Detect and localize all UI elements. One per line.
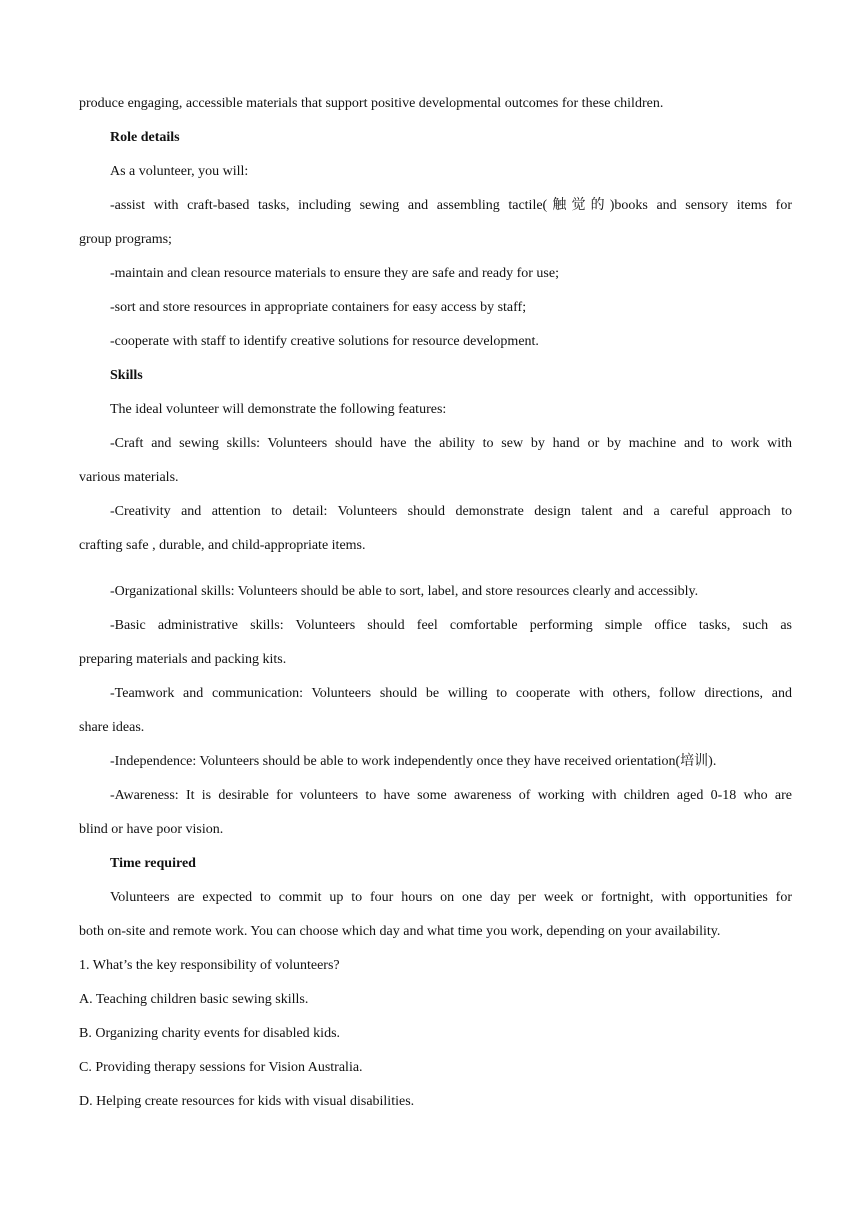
skill-item bbox=[79, 779, 792, 847]
answer-option-d: D. Helping create resources for kids with visual disabilities. bbox=[79, 1094, 415, 1109]
document-page bbox=[79, 87, 792, 1119]
skill-item-line: -Basic administrative skills: Volunteers should feel comfortable performing simple office tasks, such as bbox=[110, 618, 792, 633]
role-item: -maintain and clean resource materials to ensure they are safe and ready for use; bbox=[110, 266, 559, 281]
skill-item-continuation: crafting safe , durable, and child-appropriate items. bbox=[79, 538, 366, 553]
skill-item-continuation: preparing materials and packing kits. bbox=[79, 652, 287, 667]
skill-item-line: -Creativity and attention to detail: Volunteers should demonstrate design talent and a careful approach to bbox=[110, 504, 792, 519]
skill-item bbox=[79, 609, 792, 677]
answer-option-a: A. Teaching children basic sewing skills. bbox=[79, 992, 309, 1007]
skill-item bbox=[79, 427, 792, 495]
intro-tail-text: produce engaging, accessible materials that support positive developmental outcomes for these children. bbox=[79, 96, 664, 111]
skill-item bbox=[79, 495, 792, 563]
question-stem: 1. What’s the key responsibility of volunteers? bbox=[79, 958, 340, 973]
skill-item-line: -Teamwork and communication: Volunteers should be willing to cooperate with others, follow directions, and bbox=[110, 686, 792, 701]
role-item: -sort and store resources in appropriate containers for easy access by staff; bbox=[110, 300, 527, 315]
skills-lead-text: The ideal volunteer will demonstrate the following features: bbox=[110, 402, 447, 417]
skill-item-continuation: share ideas. bbox=[79, 720, 145, 735]
skill-item-line: -Awareness: It is desirable for volunteers to have some awareness of working with children aged 0-18 who are bbox=[110, 788, 792, 803]
skill-item-continuation: various materials. bbox=[79, 470, 179, 485]
spacer bbox=[79, 563, 792, 575]
skill-item: -Organizational skills: Volunteers should be able to sort, label, and store resources clearly and accessibly. bbox=[110, 584, 699, 599]
answer-option-c: C. Providing therapy sessions for Vision Australia. bbox=[79, 1060, 363, 1075]
time-required-paragraph bbox=[79, 881, 792, 949]
role-item-continuation: group programs; bbox=[79, 232, 172, 247]
role-details-heading: Role details bbox=[110, 130, 180, 145]
skill-item: -Independence: Volunteers should be able to work independently once they have received orientation(培训). bbox=[110, 754, 717, 769]
skill-item-line: -Craft and sewing skills: Volunteers should have the ability to sew by hand or by machine and to work with bbox=[110, 436, 792, 451]
role-lead-text: As a volunteer, you will: bbox=[110, 164, 249, 179]
role-item: -cooperate with staff to identify creative solutions for resource development. bbox=[110, 334, 539, 349]
time-required-continuation: both on-site and remote work. You can choose which day and what time you work, depending on your availability. bbox=[79, 924, 721, 939]
skill-item-continuation: blind or have poor vision. bbox=[79, 822, 224, 837]
skills-heading: Skills bbox=[110, 368, 143, 383]
role-item-line: -assist with craft-based tasks, including sewing and assembling tactile(触觉的)books and sensory items for bbox=[110, 198, 792, 213]
role-item bbox=[79, 189, 792, 257]
answer-option-b: B. Organizing charity events for disabled kids. bbox=[79, 1026, 341, 1041]
time-required-heading: Time required bbox=[110, 856, 196, 871]
time-required-line: Volunteers are expected to commit up to four hours on one day per week or fortnight, with opportunities for bbox=[110, 890, 792, 905]
skill-item bbox=[79, 677, 792, 745]
